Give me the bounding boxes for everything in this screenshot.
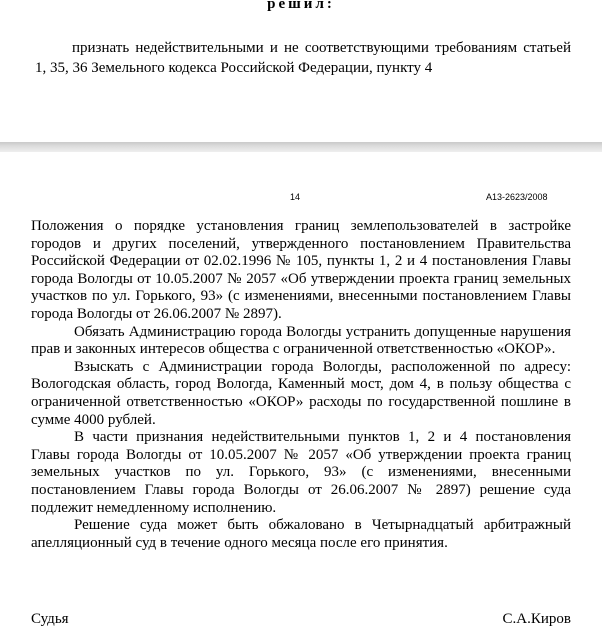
case-number: А13-2623/2008 (486, 192, 548, 202)
paragraph-regulation: Положения о порядке установления границ землепользователей в застройке городов и других поселений, утвержденного постановлением Правительства Российской Федерации от 02.02.1996 № 105, пункты 1, 2 и 4 постановления Главы города Вологды от 10.05.2007 № 2057 «Об утверждении проекта границ земельных участков по ул. Горького, 93» (с изменениями, внесенными постановлением Главы города Вологды от 26.06.2007 № 2897). (31, 218, 571, 322)
decision-paragraph: признать недействительными и не соответствующими требованиям статьей 1, 35, 36 Земельного кодекса Российской Федерации, пункту 4 (35, 40, 571, 76)
page-separator (0, 142, 602, 152)
paragraph-obligation: Обязать Администрацию города Вологды устранить допущенные нарушения прав и законных интересов общества с ограниченной ответственностью «ОКОР». (31, 323, 571, 358)
paragraph-recovery: Взыскать с Администрации города Вологды, расположенной по адресу: Вологодская область, город Вологда, Каменный мост, дом 4, в пользу общества с ограниченной ответственностью «ОКОР» расходы по государственной пошлине в сумме 4000 рублей. (31, 358, 571, 428)
document-body (31, 218, 571, 552)
judge-name: С.А.Киров (502, 611, 571, 627)
judge-role: Судья (31, 611, 69, 627)
document-page-bottom (0, 152, 602, 635)
decision-heading: решил: (267, 0, 335, 12)
paragraph-appeal: Решение суда может быть обжаловано в Четырнадцатый арбитражный апелляционный суд в течение одного месяца после его принятия. (31, 517, 571, 551)
document-page-top (0, 0, 602, 142)
paragraph-immediate-execution: В части признания недействительными пунктов 1, 2 и 4 постановления Главы города Вологды от 10.05.2007 № 2057 «Об утверждении проекта границ земельных участков по ул. Горького, 93» (с изменениями, внесенными постановлением Главы города Вологды от 26.06.2007 № 2897) решение суда подлежит немедленному исполнению. (31, 429, 571, 516)
page-number: 14 (290, 192, 301, 202)
